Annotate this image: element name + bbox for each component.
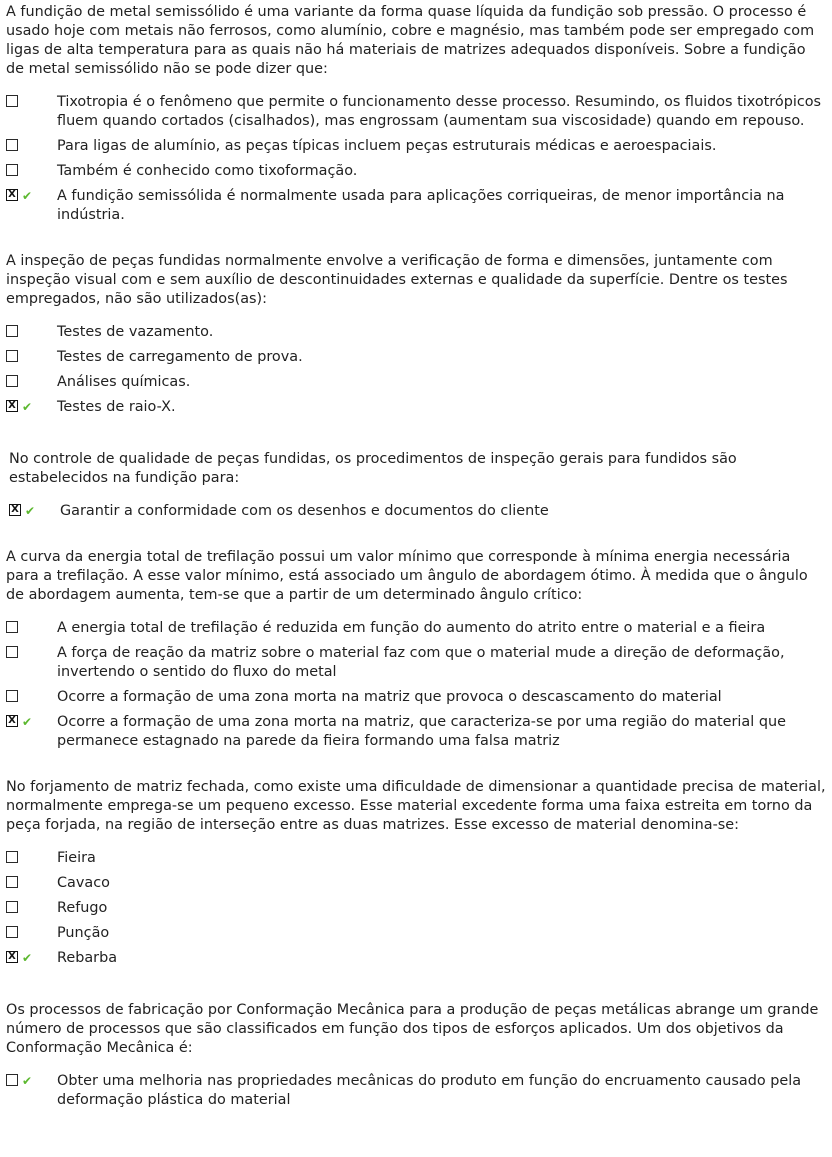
option[interactable]: [6, 502, 826, 521]
option[interactable]: [6, 713, 826, 751]
question-6: [6, 1001, 826, 1110]
checkbox[interactable]: [6, 646, 18, 658]
question-5: [6, 778, 826, 968]
option-label: Testes de raio-X.: [57, 399, 176, 415]
checked-checkbox[interactable]: [6, 400, 18, 412]
option-label: Refugo: [57, 900, 108, 916]
x-mark-icon: X: [8, 951, 16, 962]
option[interactable]: [6, 398, 826, 417]
option-label: Obter uma melhoria nas propriedades mecânicas do produto em função do encruamento causado pela deformação plástica do material: [57, 1073, 802, 1108]
checkbox[interactable]: [6, 926, 18, 938]
option[interactable]: [6, 949, 826, 968]
question-text: No controle de qualidade de peças fundidas, os procedimentos de inspeção gerais para fundidos são estabelecidos na fundição para:: [9, 451, 737, 486]
checkbox[interactable]: [6, 350, 18, 362]
correct-check-icon: ✔: [22, 715, 33, 729]
correct-check-icon: ✔: [22, 1074, 33, 1088]
option[interactable]: [6, 874, 826, 893]
checked-checkbox[interactable]: [6, 715, 18, 727]
option-label: Ocorre a formação de uma zona morta na matriz que provoca o descascamento do material: [57, 689, 722, 705]
checkbox[interactable]: [6, 876, 18, 888]
option-label: Análises químicas.: [57, 374, 191, 390]
option[interactable]: [6, 1072, 826, 1110]
checkbox[interactable]: [6, 139, 18, 151]
question-text: Os processos de fabricação por Conformação Mecânica para a produção de peças metálicas abrange um grande número de processos que são classificados em função dos tipos de esforços aplicados. Um dos objetivos da Conformação Mecânica é:: [6, 1002, 819, 1056]
option-label: Fieira: [57, 850, 96, 866]
option-label: Ocorre a formação de uma zona morta na matriz, que caracteriza-se por uma região do material que permanece estagnado na parede da fieira formando uma falsa matriz: [57, 714, 786, 749]
question-1: [6, 3, 826, 225]
option[interactable]: [6, 373, 826, 392]
option[interactable]: [6, 137, 826, 156]
option[interactable]: [6, 688, 826, 707]
question-2: [6, 252, 826, 417]
question-text: A curva da energia total de trefilação possui um valor mínimo que corresponde à mínima energia necessária para a trefilação. A esse valor mínimo, está associado um ângulo de abordagem ótimo. À medida que o ângulo de abordagem aumenta, tem-se que a partir de um determinado ângulo crítico:: [6, 549, 808, 603]
option-label: Punção: [57, 925, 110, 941]
checkbox[interactable]: [6, 95, 18, 107]
question-4: [6, 548, 826, 751]
option-label: Rebarba: [57, 950, 118, 966]
option-label: Testes de carregamento de prova.: [57, 349, 303, 365]
option-label: Cavaco: [57, 875, 110, 891]
option[interactable]: [6, 849, 826, 868]
option[interactable]: [6, 619, 826, 638]
checkbox[interactable]: [6, 325, 18, 337]
option[interactable]: [6, 899, 826, 918]
option-label: Testes de vazamento.: [57, 324, 214, 340]
option-label: Garantir a conformidade com os desenhos e documentos do cliente: [60, 503, 549, 519]
option-label: Para ligas de alumínio, as peças típicas incluem peças estruturais médicas e aeroespaciais.: [57, 138, 717, 154]
option-label: Também é conhecido como tixoformação.: [57, 163, 358, 179]
checked-checkbox[interactable]: [9, 504, 21, 516]
option[interactable]: [6, 644, 826, 682]
checkbox[interactable]: [6, 851, 18, 863]
checkbox[interactable]: [6, 375, 18, 387]
option[interactable]: [6, 924, 826, 943]
checkbox[interactable]: [6, 164, 18, 176]
question-text: A fundição de metal semissólido é uma variante da forma quase líquida da fundição sob pressão. O processo é usado hoje com metais não ferrosos, como alumínio, cobre e magnésio, mas também pode ser empregado com ligas de alta temperatura para as quais não há materiais de matrizes adequados disponíveis. Sobre a fundição de metal semissólido não se pode dizer que:: [6, 4, 815, 77]
option-label: A fundição semissólida é normalmente usada para aplicações corriqueiras, de menor importância na indústria.: [57, 188, 785, 223]
question-text: A inspeção de peças fundidas normalmente envolve a verificação de forma e dimensões, juntamente com inspeção visual com e sem auxílio de descontinuidades externas e qualidade da superfície. Dentre os testes empregados, não são utilizados(as):: [6, 253, 788, 307]
x-mark-icon: X: [8, 715, 16, 726]
option[interactable]: [6, 93, 826, 131]
x-mark-icon: X: [8, 400, 16, 411]
checked-checkbox[interactable]: [6, 951, 18, 963]
option[interactable]: [6, 187, 826, 225]
correct-check-icon: ✔: [25, 504, 36, 518]
option[interactable]: [6, 162, 826, 181]
x-mark-icon: X: [11, 504, 19, 515]
option[interactable]: [6, 323, 826, 342]
option-label: Tixotropia é o fenômeno que permite o funcionamento desse processo. Resumindo, os fluidos tixotrópicos fluem quando cortados (cisalhados), mas engrossam (aumentam sua viscosidade) quando em repouso.: [57, 94, 822, 129]
option-label: A força de reação da matriz sobre o material faz com que o material mude a direção de deformação, invertendo o sentido do fluxo do metal: [57, 645, 785, 680]
checkbox[interactable]: [6, 621, 18, 633]
checkbox[interactable]: [6, 1074, 18, 1086]
question-text: No forjamento de matriz fechada, como existe uma dificuldade de dimensionar a quantidade precisa de material, normalmente emprega-se um pequeno excesso. Esse material excedente forma uma faixa estreita em torno da peça forjada, na região de interseção entre as duas matrizes. Esse excesso de material denomina-se:: [6, 779, 826, 833]
correct-check-icon: ✔: [22, 951, 33, 965]
checkbox[interactable]: [6, 901, 18, 913]
checkbox[interactable]: [6, 690, 18, 702]
question-3: [6, 450, 826, 521]
option[interactable]: [6, 348, 826, 367]
correct-check-icon: ✔: [22, 400, 33, 414]
correct-check-icon: ✔: [22, 189, 33, 203]
checked-checkbox[interactable]: [6, 189, 18, 201]
option-label: A energia total de trefilação é reduzida em função do aumento do atrito entre o material e a fieira: [57, 620, 766, 636]
x-mark-icon: X: [8, 189, 16, 200]
